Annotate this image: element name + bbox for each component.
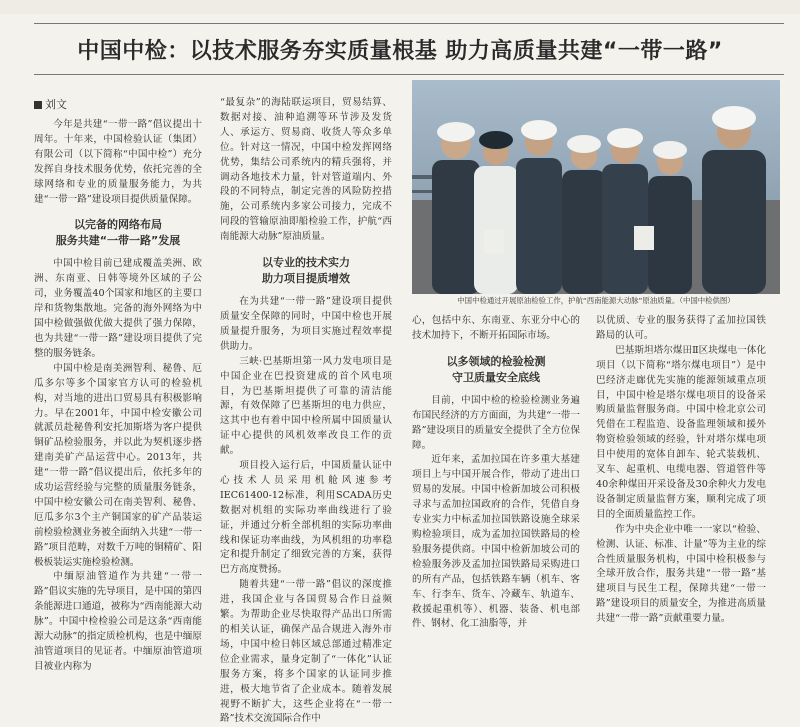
paragraph: 三峡·巴基斯坦第一风力发电项目是中国企业在巴投资建成的首个风电项目，为巴基斯坦提供了可靠的清洁能源，有效保障了巴基斯坦的电力供应，这其中也有着中国中检所属中国质量认证中心提供的风机效率改良工作的贡献。 <box>220 355 392 457</box>
paragraph: 中国中检目前已建成覆盖美洲、欧洲、东南亚、日韩等境外区域的子公司，业务覆盖40个国家和地区的主要口岸和货物集散地。完备的海外网络为中国中检做强做优做大提供了强力保障，也为共建“一带一路”建设项目提供了完整的服务链条。 <box>34 258 202 359</box>
paragraph: 在为共建“一带一路”建设项目提供质量安全保障的同时，中国中检也开展质量提升服务，为项目实施过程效率提供助力。 <box>220 296 392 352</box>
author-byline <box>34 96 67 112</box>
section-heading <box>220 255 392 287</box>
photo-caption: 中国中检通过开展原油检验工作，护航“西南能源大动脉”原油质量。（中国中检供图） <box>457 296 735 305</box>
section-heading-line: 助力项目提质增效 <box>262 272 350 286</box>
paragraph: “最复杂”的海陆联运项目，贸易结算、数据对接、油种追溯等环节涉及发货人、承运方、贸易商、收货人等众多单位。针对这一情况，中国中检发挥网络优势，集结公司系统内的精兵强将，并调动各地技术力量，针对管道端内、外段的不同特点，制定完善的风险防控措施，公司系统内多家公司接力，完成不同段的管输原油即船检验工作，护航“西南能源大动脉”原油质量。 <box>220 97 392 243</box>
section-heading-line: 以多领域的检验检测 <box>446 354 546 368</box>
byline-square-icon <box>34 101 42 109</box>
section-heading-line: 以完备的网络布局 <box>74 218 162 232</box>
inspectors-photo-illustration <box>412 80 780 294</box>
paragraph: 巴基斯坦塔尔煤田Ⅱ区块煤电一体化项目（以下简称“塔尔煤电项目”）是中巴经济走廊优先实施的能源领域重点项目，中国中检是塔尔煤电项目的设备采购质量监督服务商。中国中检北京公司凭借在工程监造、设备监理领域和援外物资检验领域的经验，针对塔尔煤电项目中使用的宽体自卸车、轮式装载机、叉车、起重机、电缆电器、管道管件等40余种煤田开采设备及30余种火力发电设备制定质量监督方案，顺利完成了项目的全面质量监控工作。 <box>596 344 766 520</box>
section-heading-line: 以专业的技术实力 <box>262 256 350 270</box>
article-column-4 <box>596 314 766 625</box>
author-name: 刘文 <box>45 98 67 111</box>
paragraph: 今年是共建“一带一路”倡议提出十周年。十年来，中国检验认证（集团）有限公司（以下简称“中国中检”）充分发挥自身技术服务优势，依托完善的全球网络和专业的质量服务能力，为共建“一带一路”建设项目提供质量保障。 <box>34 119 202 205</box>
paragraph: 随着共建“一带一路”倡议的深度推进，我国企业与各国贸易合作日益频繁。为帮助企业尽快取得产品出口所需的相关认证，确保产品合规进入海外市场，中国中检日韩区域总部通过精准定位企业需求，量身定制了“一体化”认证服务方案，将多个国家的认证同步推进，极大地节省了企业成本。随着发展视野不断扩大，这些企业将在“一带一路”技术交流国际合作中 <box>220 579 392 725</box>
article-photo <box>412 80 780 294</box>
paragraph: 中国中检是南美洲智利、秘鲁、厄瓜多尔等多个国家官方认可的检验机构，对当地的进出口贸易具有积极影响力。早在2001年，中国中检安徽公司就派员赴秘鲁利安托加斯塔为客户提供铜矿品检验服务，并以此为契机逐步搭建南美矿产品运营中心。2013年，共建“一带一路”倡议提出后，依托多年的成功运营经验与完整的质量服务链条，中国中检安徽公司在南美智利、秘鲁、厄瓜多尔3个主产铜国家的矿产品装运前检验检测业务被全面纳入共建“一带一路”项目范畴，对数千万吨的铜精矿、阳极板装运实施检验检测。 <box>34 362 202 568</box>
paragraph: 目前，中国中检的检验检测业务遍布国民经济的方方面面，为共建“一带一路”建设项目的质量安全提供了全方位保障。 <box>412 394 580 451</box>
paragraph: 近年来，孟加拉国在许多重大基建项目上与中国开展合作，带动了进出口贸易的发展。中国中检新加坡公司积极寻求与孟加拉国政府的合作，凭借自身专业实力中标孟加拉国铁路设施全球采购检验项目，成为孟加拉国铁路局的检验服务提供商。中国中检新加坡公司的检验服务涉及孟加拉国铁路局采购进口的所有产品，包括铁路车辆（机车、客车、行李车、货车、冷藏车、轨道车、救援起重机等）、机器、装备、机电部件、钢材、化工油脂等，并 <box>412 454 580 630</box>
paragraph: 以优质、专业的服务获得了孟加拉国铁路局的认可。 <box>596 315 766 341</box>
page-top-strip <box>0 0 800 14</box>
article-column-3 <box>412 314 580 630</box>
paragraph: 心，包括中东、东南亚、东亚分中心的技术加持下，不断开拓国际市场。 <box>412 315 580 341</box>
article-column-1 <box>34 118 202 672</box>
section-heading-line: 服务共建“一带一路”发展 <box>55 234 181 248</box>
section-heading <box>34 217 202 249</box>
section-heading-line: 守卫质量安全底线 <box>452 370 540 384</box>
section-heading <box>412 354 580 386</box>
paragraph: 中缅原油管道作为共建“一带一路”倡议实施的先导项目，是中国的第四条能源进口通道，被称为“西南能源大动脉”。中国中检检验公司是这条“西南能源大动脉”的指定质检机构，也是中缅原油管道项目的见证者。中缅原油管道项目被业内称为 <box>34 571 202 672</box>
page-title: 中国中检：以技术服务夯实质量根基 助力高质量共建“一带一路” <box>77 39 723 64</box>
headline-rule <box>34 74 784 75</box>
paragraph: 作为中央企业中唯一一家以“检验、检测、认证、标准、计量”等为主业的综合性质量服务机构，中国中检积极参与全球开放合作，服务共建“一带一路”基建项目与民生工程，保障共建“一带一路”建设项目的质量安全，为推进高质量共建“一带一路”贡献重要力量。 <box>596 523 766 625</box>
top-rule <box>34 23 784 24</box>
paragraph: 项目投入运行后，中国质量认证中心技术人员采用机舱风速参考IEC61400-12标准，利用SCADA历史数据对机组的实际功率曲线进行了验证，并通过分析全部机组的实际功率曲线和保证功率曲线，为风机组的功率稳定和提升制定了细致完善的方案，获得巴方高度赞扬。 <box>220 460 392 576</box>
article-column-2 <box>220 96 392 725</box>
